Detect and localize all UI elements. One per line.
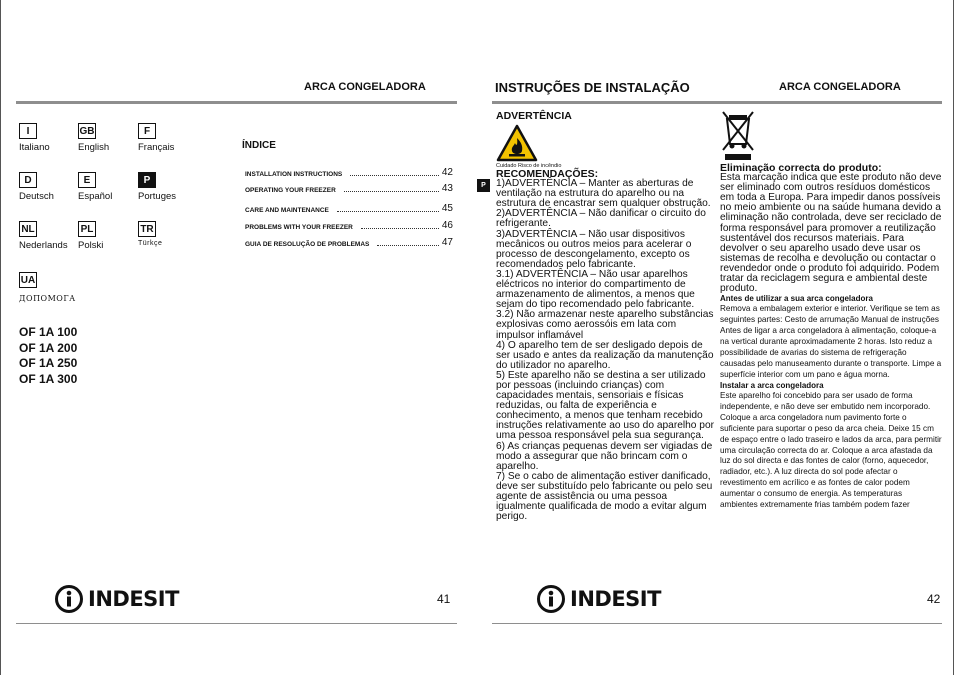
language-label: Français — [138, 142, 175, 153]
toc-entry-title: PROBLEMS WITH YOUR FREEZER — [245, 224, 353, 231]
language-code: D — [19, 172, 37, 188]
toc-entry[interactable] — [245, 183, 453, 194]
toc-entry-title: CARE AND MAINTENANCE — [245, 207, 329, 214]
language-label: Nederlands — [19, 240, 68, 251]
recommendations-heading: RECOMENDAÇÕES: — [496, 168, 599, 180]
fire-warning-icon — [496, 124, 538, 162]
disposal-text: Esta marcação indica que este produto não deve ser eliminado com outros resíduos domésticos em toda a Europa. Para impedir danos possíveis no meio ambiente ou na saúde humana devido a eliminação não controlada, deve ser reciclado de forma responsável para promover a reutilização sustentável dos recursos materiais. Para devolver o seu aparelho usado deve usar os sistemas de recolha e devolução ou contactar o revendedor onde o produto foi adquirido. Podem tratar da reciclagem segura e ambiental deste produto. — [720, 172, 942, 295]
right-footer-rule — [492, 623, 942, 624]
weee-bin-icon — [721, 110, 755, 162]
language-label: Portuges — [138, 191, 177, 202]
toc-entry-title: INSTALLATION INSTRUCTIONS — [245, 171, 343, 178]
language-label: Polski — [78, 240, 104, 251]
toc-leader — [344, 191, 439, 192]
toc-entry-page: 47 — [441, 237, 453, 248]
toc-entry[interactable] — [245, 203, 453, 214]
language-code: F — [138, 123, 156, 139]
model-name: OF 1A 250 — [19, 356, 78, 370]
install-heading: Instalar a arca congeladora — [720, 380, 824, 390]
indesit-logo-icon — [536, 584, 566, 614]
toc-leader — [350, 175, 439, 176]
page-title: INSTRUÇÕES DE INSTALAÇÃO — [495, 80, 690, 95]
index-title: ÍNDICE — [242, 140, 276, 151]
disposal-installation-column — [720, 163, 942, 511]
recommendation-item: 5) Este aparelho não se destina a ser utilizado por pessoas (incluindo crianças) com capacidades mentais, sensoriais e físicas reduzidas, ou falta de experiência e conhecimento, a menos que tenham recebido instruções relativamente ao uso do aparelho por uma pessoa responsável pela sua segurança. — [496, 369, 715, 442]
recommendation-item: 3.2) Não armazenar neste aparelho substâncias explosivas como aerossóis em lata com impulsor inflamável — [496, 309, 714, 341]
warning-icon-caption: Cuidado Risco de incêndio — [496, 163, 562, 169]
language-code-selected: P — [138, 172, 156, 188]
language-flag-francais[interactable] — [138, 123, 208, 153]
language-label: Türkçe — [138, 240, 163, 247]
toc-entry-title: OPERATING YOUR FREEZER — [245, 187, 336, 194]
recommendation-item: 1)ADVERTÊNCIA – Manter as aberturas de ventilação na estrutura do aparelho ou na estrutura de encastrar sem qualquer obstrução. — [496, 178, 711, 210]
left-page-number: 41 — [437, 592, 451, 606]
language-side-tab: P — [477, 179, 490, 192]
model-name: OF 1A 300 — [19, 371, 78, 386]
language-code: PL — [78, 221, 96, 237]
toc-entry[interactable] — [245, 237, 453, 248]
language-label: Italiano — [19, 142, 50, 153]
before-use-heading: Antes de utilizar a sua arca congeladora — [720, 294, 873, 304]
brand-wordmark: INDESIT — [88, 587, 179, 611]
left-footer-rule — [16, 623, 457, 624]
toc-entry-page: 42 — [441, 167, 453, 178]
language-label: ДОПОМОГА — [19, 294, 76, 303]
recommendations-column — [496, 169, 716, 522]
page-edge-left — [0, 0, 1, 675]
language-code: E — [78, 172, 96, 188]
brand-wordmark: INDESIT — [570, 587, 661, 611]
recommendation-item: 7) Se o cabo de alimentação estiver danificado, deve ser substituído pelo fabricante ou pelo seu agente de assistência ou uma pessoa igualmente qualificada de modo a evitar algum perigo. — [496, 470, 713, 523]
language-flag-portuges[interactable] — [138, 172, 208, 202]
language-code: GB — [78, 123, 96, 139]
model-name: OF 1A 100 — [19, 325, 78, 339]
recommendation-item: 2)ADVERTÊNCIA – Não danificar o circuito do refrigerante. — [496, 208, 706, 230]
before-use-text: Remova a embalagem exterior e interior. Verifique se tem as seguintes partes: Cesto de arrumação Manual de instruções Antes de ligar a arca congeladora à alimentação, coloque-a na vertical durante aproximadamente 2 horas. Isto reduz a possibilidade de avarias do sistema de refrigeração causadas pelo manuseamento durante o transporte. Limpe a superfície interior com um pano e água morna. — [720, 304, 942, 379]
toc-entry-page: 43 — [441, 183, 453, 194]
language-flag-turkce[interactable] — [138, 221, 208, 247]
recommendation-item: 6) As crianças pequenas devem ser vigiadas de modo a assegurar que não brincam com o aparelho. — [496, 440, 713, 472]
indesit-logo-icon — [54, 584, 84, 614]
right-header-rule — [492, 101, 942, 104]
toc-leader — [361, 228, 439, 229]
warning-heading: ADVERTÊNCIA — [496, 110, 572, 122]
toc-entry[interactable] — [245, 220, 453, 231]
toc-entry-title: GUIA DE RESOLUÇÃO DE PROBLEMAS — [245, 241, 370, 248]
install-text: Este aparelho foi concebido para ser usado de forma independente, e não deve ser embutido nem incorporado. Coloque a arca congeladora num pavimento forte o suficiente para suportar o peso da arca cheia. Deixe 15 cm de espaço entre o lado traseiro e lados da arca, para permitir uma circulação correcta do ar. Coloque a arca afastada da luz do sol directa e das fontes de calor (forno, aquecedor, radiador, etc.). A luz directa do sol pode afectar o revestimento em acrílico e as fontes de calor podem aumentar o consumo de energia. As temperaturas ambientes extremamente frias também podem fazer — [720, 390, 942, 510]
left-header-title: ARCA CONGELADORA — [304, 81, 426, 93]
left-header-rule — [16, 101, 457, 104]
indesit-logo — [54, 584, 179, 614]
toc-entry[interactable] — [245, 167, 453, 178]
disposal-heading: Eliminação correcta do produto: — [720, 162, 882, 174]
model-name: OF 1A 200 — [19, 340, 78, 355]
toc-entry-page: 45 — [441, 203, 453, 214]
recommendation-item: 3)ADVERTÊNCIA – Não usar dispositivos mecânicos ou outros meios para acelerar o processo de descongelamento, excepto os recomendados pelo fabricante. — [496, 228, 692, 270]
right-header-title: ARCA CONGELADORA — [779, 81, 901, 93]
toc-entry-page: 46 — [441, 220, 453, 231]
toc-leader — [377, 245, 439, 246]
right-page-number: 42 — [927, 592, 941, 606]
language-code: UA — [19, 272, 37, 288]
language-label: Español — [78, 191, 113, 202]
indesit-logo — [536, 584, 661, 614]
language-code: NL — [19, 221, 37, 237]
language-label: Deutsch — [19, 191, 54, 202]
language-code: TR — [138, 221, 156, 237]
recommendation-item: 3.1) ADVERTÊNCIA – Não usar aparelhos eléctricos no interior do compartimento de armazenamento de alimentos, a menos que sejam do tipo recomendado pelo fabricante. — [496, 268, 695, 311]
language-flag-ukrainian[interactable] — [19, 272, 89, 303]
language-code: I — [19, 123, 37, 139]
recommendation-item: 4) O aparelho tem de ser desligado depois de ser usado e antes da realização da manutenção do utilizador no aparelho. — [496, 339, 714, 371]
model-list — [19, 325, 77, 387]
toc-leader — [337, 211, 439, 212]
language-label: English — [78, 142, 110, 153]
